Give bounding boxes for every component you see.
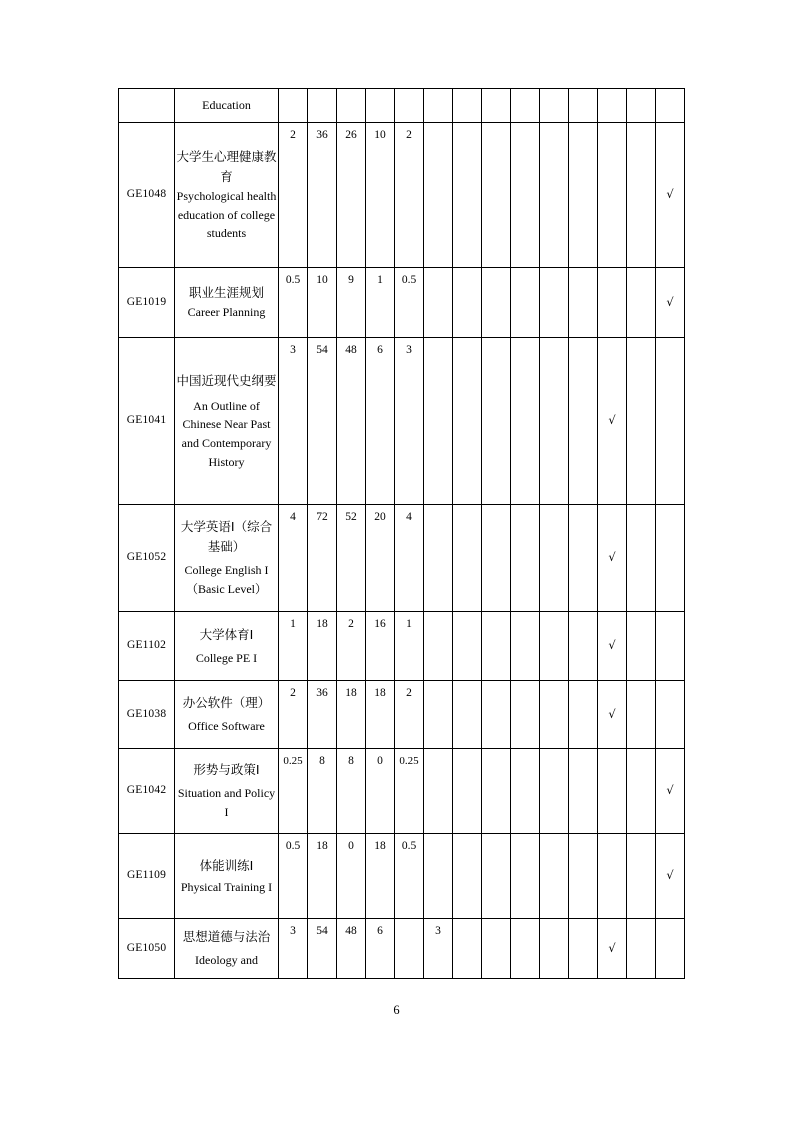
cell-lecture-hours [337,89,366,123]
course-name-en: Ideology and [195,953,258,968]
cell-term-1: 2 [395,681,424,749]
cell-term-5 [511,338,540,505]
cell-term-1: 0.25 [395,749,424,834]
page-number: 6 [393,1003,400,1017]
cell-credits [279,89,308,123]
cell-term-2 [424,834,453,919]
cell-mark-a [627,681,656,749]
cell-term-6 [540,268,569,338]
cell-name [175,681,279,749]
cell-term-8: √ [598,612,627,681]
cell-term-1: 3 [395,338,424,505]
cell-total-hours: 10 [308,268,337,338]
cell-mark-a [627,612,656,681]
course-name-cn: 大学体育Ⅰ [199,626,254,642]
cell-term-8: √ [598,681,627,749]
cell-term-7 [569,123,598,268]
cell-term-7 [569,834,598,919]
cell-lecture-hours: 0 [337,834,366,919]
cell-total-hours: 8 [308,749,337,834]
course-name-cn: 职业生涯规划 [188,285,264,301]
cell-term-7 [569,268,598,338]
cell-term-4 [482,123,511,268]
cell-name [175,919,279,979]
cell-practice-hours: 18 [366,834,395,919]
cell-lecture-hours: 2 [337,612,366,681]
cell-term-6 [540,338,569,505]
cell-mark-a [627,89,656,123]
cell-term-7 [569,89,598,123]
course-name-cn: 大学生心理健康教育 [176,149,277,185]
course-name-en: Office Software [188,719,265,734]
cell-code: GE1048 [119,123,175,268]
table-row [119,338,685,505]
table-row [119,612,685,681]
cell-term-2 [424,505,453,612]
cell-name [175,505,279,612]
cell-term-2: 3 [424,919,453,979]
cell-lecture-hours: 18 [337,681,366,749]
cell-term-2 [424,89,453,123]
cell-credits: 0.5 [279,834,308,919]
cell-term-6 [540,834,569,919]
cell-name [175,268,279,338]
cell-term-6 [540,612,569,681]
cell-term-3 [453,612,482,681]
cell-term-8 [598,89,627,123]
cell-term-6 [540,919,569,979]
cell-term-4 [482,89,511,123]
cell-mark-b [656,612,685,681]
cell-term-4 [482,749,511,834]
cell-lecture-hours: 8 [337,749,366,834]
cell-mark-a [627,919,656,979]
cell-credits: 2 [279,123,308,268]
cell-term-3 [453,338,482,505]
course-name-cn: 大学英语Ⅰ（综合基础） [180,519,273,555]
cell-term-6 [540,749,569,834]
cell-term-8 [598,123,627,268]
cell-mark-a [627,505,656,612]
cell-total-hours: 18 [308,612,337,681]
cell-term-2 [424,749,453,834]
cell-practice-hours: 20 [366,505,395,612]
cell-term-5 [511,834,540,919]
course-name-en: Psychological health education of college students [176,189,277,241]
cell-term-7 [569,681,598,749]
cell-term-2 [424,268,453,338]
cell-practice-hours: 16 [366,612,395,681]
cell-credits: 0.25 [279,749,308,834]
cell-practice-hours: 0 [366,749,395,834]
cell-term-3 [453,681,482,749]
cell-code [119,89,175,123]
cell-term-6 [540,89,569,123]
cell-mark-b [656,338,685,505]
course-table-body [119,89,685,979]
cell-term-4 [482,268,511,338]
cell-code: GE1042 [119,749,175,834]
cell-term-2 [424,123,453,268]
cell-code: GE1038 [119,681,175,749]
cell-mark-a [627,749,656,834]
cell-term-5 [511,919,540,979]
cell-term-1 [395,919,424,979]
cell-code: GE1109 [119,834,175,919]
cell-term-7 [569,919,598,979]
table-row [119,681,685,749]
cell-total-hours: 72 [308,505,337,612]
cell-name [175,834,279,919]
cell-lecture-hours: 52 [337,505,366,612]
table-row [119,89,685,123]
table-row [119,919,685,979]
cell-code: GE1041 [119,338,175,505]
cell-name [175,749,279,834]
cell-practice-hours: 6 [366,919,395,979]
cell-mark-b: √ [656,749,685,834]
cell-total-hours: 18 [308,834,337,919]
cell-term-2 [424,338,453,505]
cell-term-5 [511,123,540,268]
cell-mark-b: √ [656,834,685,919]
course-table-wrapper [118,88,676,979]
cell-term-4 [482,612,511,681]
cell-credits: 1 [279,612,308,681]
cell-name [175,338,279,505]
course-name-cn: 中国近现代史纲要 [176,372,277,388]
course-name-en: Education [202,98,251,113]
cell-practice-hours: 10 [366,123,395,268]
cell-lecture-hours: 48 [337,919,366,979]
cell-term-4 [482,919,511,979]
cell-term-3 [453,834,482,919]
cell-term-3 [453,268,482,338]
cell-name [175,89,279,123]
cell-practice-hours [366,89,395,123]
cell-mark-a [627,338,656,505]
cell-term-3 [453,89,482,123]
cell-total-hours [308,89,337,123]
table-row [119,749,685,834]
cell-lecture-hours: 48 [337,338,366,505]
course-name-cn: 思想道德与法治 [182,929,271,945]
cell-term-6 [540,681,569,749]
course-name-cn: 形势与政策Ⅰ [193,762,260,778]
cell-practice-hours: 18 [366,681,395,749]
cell-term-3 [453,123,482,268]
cell-practice-hours: 6 [366,338,395,505]
cell-term-7 [569,612,598,681]
cell-term-5 [511,681,540,749]
cell-mark-b [656,681,685,749]
cell-mark-b: √ [656,268,685,338]
course-name-en: Physical Training I [180,879,273,894]
cell-term-2 [424,612,453,681]
cell-term-6 [540,123,569,268]
cell-term-6 [540,505,569,612]
cell-credits: 0.5 [279,268,308,338]
cell-term-8: √ [598,505,627,612]
cell-term-8: √ [598,919,627,979]
cell-term-4 [482,834,511,919]
cell-total-hours: 36 [308,681,337,749]
cell-mark-a [627,123,656,268]
cell-mark-b [656,505,685,612]
cell-total-hours: 54 [308,919,337,979]
cell-lecture-hours: 9 [337,268,366,338]
cell-code: GE1052 [119,505,175,612]
table-row [119,834,685,919]
cell-term-4 [482,338,511,505]
cell-term-3 [453,505,482,612]
cell-term-8 [598,834,627,919]
cell-term-7 [569,749,598,834]
cell-credits: 2 [279,681,308,749]
cell-code: GE1050 [119,919,175,979]
cell-lecture-hours: 26 [337,123,366,268]
cell-term-1: 0.5 [395,268,424,338]
cell-term-3 [453,749,482,834]
cell-term-1: 0.5 [395,834,424,919]
cell-mark-b: √ [656,123,685,268]
cell-term-2 [424,681,453,749]
cell-total-hours: 36 [308,123,337,268]
cell-term-4 [482,681,511,749]
cell-name [175,123,279,268]
cell-credits: 3 [279,338,308,505]
course-name-cn: 办公软件（理） [182,695,271,711]
cell-practice-hours: 1 [366,268,395,338]
cell-total-hours: 54 [308,338,337,505]
table-row [119,268,685,338]
table-row [119,123,685,268]
cell-term-8 [598,268,627,338]
cell-term-1: 2 [395,123,424,268]
cell-mark-a [627,268,656,338]
cell-term-4 [482,505,511,612]
cell-term-1: 1 [395,612,424,681]
cell-term-3 [453,919,482,979]
cell-term-5 [511,505,540,612]
course-name-en: Career Planning [187,305,266,320]
cell-term-5 [511,268,540,338]
cell-term-8 [598,749,627,834]
cell-mark-b [656,89,685,123]
cell-term-1 [395,89,424,123]
course-name-en: College PE I [195,650,258,665]
cell-mark-b [656,919,685,979]
cell-credits: 3 [279,919,308,979]
cell-code: GE1102 [119,612,175,681]
course-name-cn: 体能训练I [199,857,254,873]
cell-term-8: √ [598,338,627,505]
cell-term-5 [511,612,540,681]
cell-term-7 [569,338,598,505]
cell-code: GE1019 [119,268,175,338]
course-name-en: Situation and Policy I [177,786,276,819]
course-name-en: An Outline of Chinese Near Past and Contemporary History [181,398,272,469]
cell-mark-a [627,834,656,919]
course-name-en: College English I（Basic Level） [184,563,269,596]
cell-term-7 [569,505,598,612]
cell-credits: 4 [279,505,308,612]
cell-name [175,612,279,681]
cell-term-5 [511,89,540,123]
cell-term-1: 4 [395,505,424,612]
table-row [119,505,685,612]
cell-term-5 [511,749,540,834]
course-table [118,88,685,979]
